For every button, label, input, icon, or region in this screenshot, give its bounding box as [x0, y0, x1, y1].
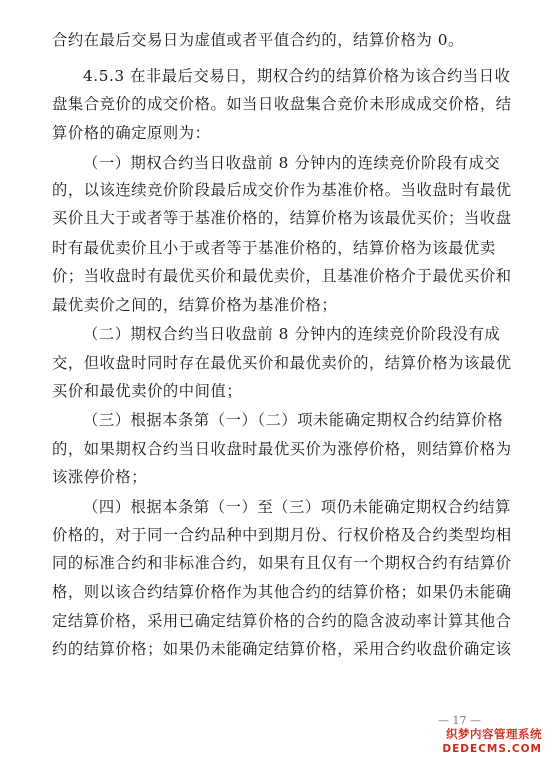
text-line: 算价格的确定原则为：: [52, 124, 211, 142]
text-line: 买价和最优卖价的中间值；: [52, 382, 243, 400]
watermark-logo: [412, 728, 542, 756]
text-line: （二）期权合约当日收盘前 8 分钟内的连续竞价阶段没有成: [83, 325, 501, 343]
watermark-text: 织梦内容管理系统: [446, 727, 542, 741]
text-line: 时有最优卖价且小于或者等于基准价格的，结算价格为该最优卖: [52, 239, 496, 257]
text-line: 最优卖价之间的，结算价格为基准价格；: [52, 296, 338, 314]
text-line: 同的标准合约和非标准合约，如果有且仅有一个期权合约有结算价: [52, 554, 512, 572]
text-line: （一）期权合约当日收盘前 8 分钟内的连续竞价阶段有成交: [83, 154, 501, 172]
text-line: 价格的，对于同一合约品种中到期月份、行权价格及合约类型均相: [52, 526, 512, 544]
text-line: 定结算价格，采用已确定结算价格的合约的隐含波动率计算其他合: [52, 612, 512, 630]
text-line: 盘集合竞价的成交价格。如当日收盘集合竞价未形成成交价格，结: [52, 95, 512, 113]
text-line: 该涨停价格；: [52, 468, 148, 486]
text-line: （三）根据本条第（一）（二）项未能确定期权合约结算价格: [83, 411, 504, 429]
text-line: 4.5.3 在非最后交易日，期权合约的结算价格为该合约当日收: [83, 67, 511, 85]
text-line: 约的结算价格；如果仍未能确定结算价格，采用合约收盘价确定该: [52, 640, 512, 658]
text-line: 的，以该连续竞价阶段最后成交价作为基准价格。当收盘时有最优: [52, 181, 512, 199]
text-line: 价；当收盘时有最优买价和最优卖价，且基准价格介于最优买价和: [52, 267, 512, 285]
text-line: 交，但收盘时同时存在最优买价和最优卖价的，结算价格为该最优: [52, 354, 512, 372]
text-line: 合约在最后交易日为虚值或者平值合约的，结算价格为 0。: [52, 31, 464, 49]
text-line: （四）根据本条第（一）至（三）项仍未能确定期权合约结算: [83, 498, 511, 516]
text-line: 格，则以该合约结算价格作为其他合约的结算价格；如果仍未能确: [52, 583, 512, 601]
text-line: 的，如果期权合约当日收盘时最优买价为涨停价格，则结算价格为: [52, 440, 512, 458]
page-number: — 17 —: [438, 714, 481, 727]
watermark-url: DEDECMS.COM: [442, 743, 542, 755]
text-line: 买价且大于或者等于基准价格的，结算价格为该最优买价；当收盘: [52, 209, 512, 227]
